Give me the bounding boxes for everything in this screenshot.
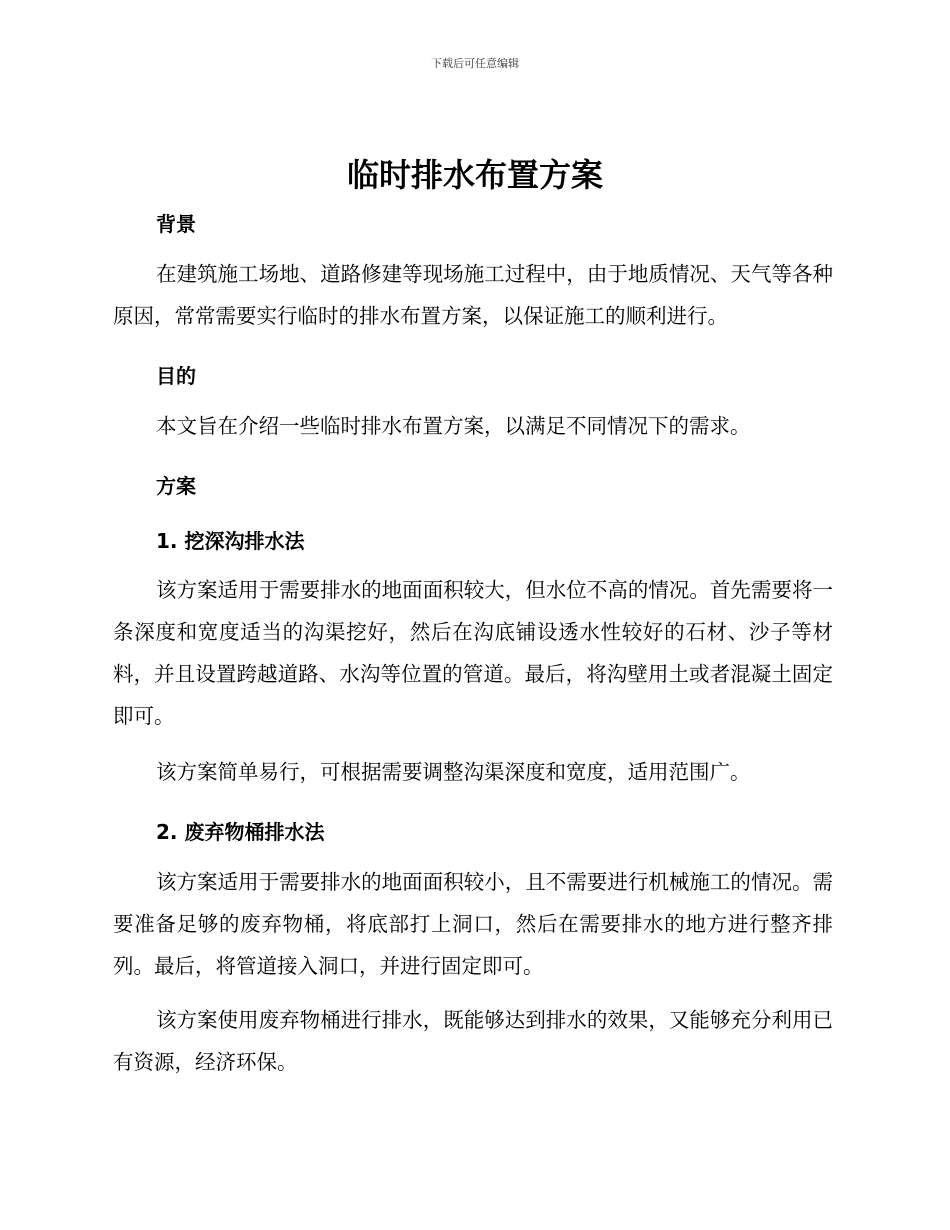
- purpose-heading: 目的: [156, 364, 196, 388]
- header-note: 下载后可任意编辑: [431, 57, 519, 70]
- plan1-paragraph-2: 该方案简单易行，可根据需要调整沟渠深度和宽度，适用范围广。: [156, 760, 751, 784]
- plan-heading-block: [113, 470, 833, 499]
- plan2-summary-block: [113, 999, 833, 1083]
- plan2-heading: 2. 废弃物桶排水法: [156, 820, 325, 844]
- plan1-heading: 1. 挖深沟排水法: [156, 529, 305, 553]
- plan2-paragraph-2: 该方案使用废弃物桶进行排水，既能够达到排水的效果，又能够充分利用已有资源，经济环保。: [113, 1008, 833, 1074]
- plan-heading: 方案: [156, 474, 196, 498]
- plan1-summary-block: [113, 751, 833, 793]
- background-paragraph-block: [113, 253, 833, 337]
- plan1-paragraph-block: [113, 569, 833, 737]
- plan2-paragraph-block: [113, 861, 833, 987]
- plan1-heading-block: [113, 525, 833, 554]
- plan2-paragraph-1: 该方案适用于需要排水的地面面积较小，且不需要进行机械施工的情况。需要准备足够的废弃物桶，将底部打上洞口，然后在需要排水的地方进行整齐排列。最后，将管道接入洞口，并进行固定即可。: [113, 870, 833, 978]
- purpose-paragraph-block: [113, 405, 833, 447]
- purpose-paragraph: 本文旨在介绍一些临时排水布置方案，以满足不同情况下的需求。: [156, 414, 751, 438]
- background-heading-block: [113, 208, 833, 237]
- background-heading: 背景: [156, 212, 196, 236]
- purpose-heading-block: [113, 360, 833, 389]
- plan2-heading-block: [113, 816, 833, 845]
- plan1-paragraph-1: 该方案适用于需要排水的地面面积较大，但水位不高的情况。首先需要将一条深度和宽度适当的沟渠挖好，然后在沟底铺设透水性较好的石材、沙子等材料，并且设置跨越道路、水沟等位置的管道。最后，将沟壁用土或者混凝土固定即可。: [113, 578, 833, 728]
- background-paragraph: 在建筑施工场地、道路修建等现场施工过程中，由于地质情况、天气等各种原因，常常需要实行临时的排水布置方案，以保证施工的顺利进行。: [113, 262, 833, 328]
- document-title: 临时排水布置方案: [346, 156, 603, 194]
